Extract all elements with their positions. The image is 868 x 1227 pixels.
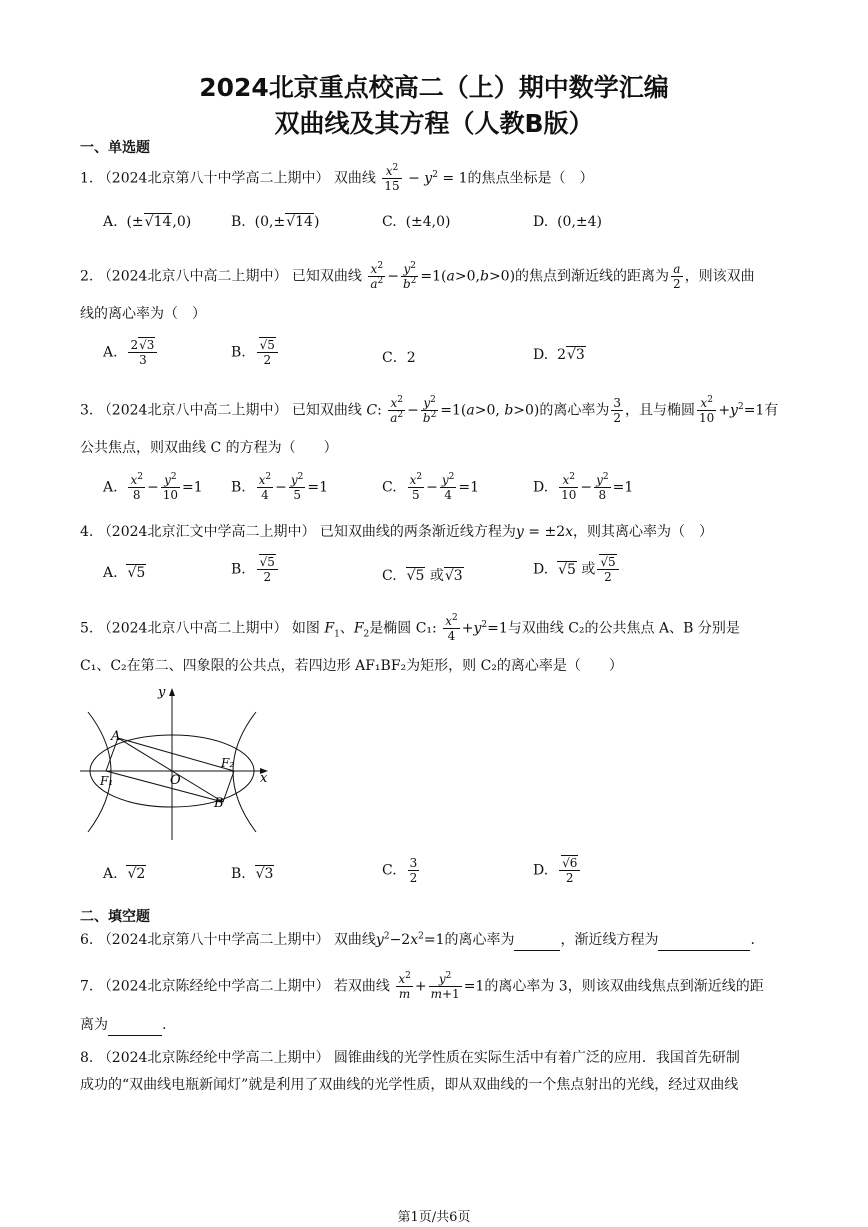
label-y: y (158, 685, 166, 700)
q2-option-a[interactable]: A. $\frac{2√3}{3}$ (103, 338, 159, 367)
hyperbola-right-branch (233, 712, 256, 832)
question-8: 8. （2024北京陈经纶中学高二上期中） 圆锥曲线的光学性质在实际生活中有着广泛的应用．我国首先研制 (80, 1050, 740, 1066)
ellipse-hyperbola-figure (78, 682, 278, 842)
question-5: 5. （2024北京八中高二上期中） 如图 $F_1$、$F_2$是椭圆 C₁: $\frac{x^2}{4}$ $+y^2=1$与双曲线 C₂的公共焦点 A、B 分别是 (80, 613, 740, 643)
q3-option-b[interactable]: B. $\frac{x^2}{4}$ − $\frac{y^2}{5}$ =1 (231, 472, 329, 502)
q4-option-c[interactable]: C. √5 或√3 (382, 568, 463, 584)
question-3-line2: 公共焦点，则双曲线 C 的方程为（ ） (80, 440, 338, 456)
label-o: O (170, 773, 181, 788)
q1-option-d[interactable]: D. (0,±4) (533, 214, 602, 230)
q5-option-c[interactable]: C. $\frac{3}{2}$ (382, 856, 418, 885)
q4-option-b[interactable]: B. $\frac{√5}{2}$ (231, 555, 280, 584)
q2-option-b[interactable]: B. $\frac{√5}{2}$ (231, 338, 280, 367)
q1-option-a[interactable]: A. (±√14,0) (103, 214, 192, 230)
question-6: 6. （2024北京第八十中学高二上期中） 双曲线$y^2-2x^2=1$的离心率为 ，渐近线方程为 . (80, 930, 792, 951)
q5-option-b[interactable]: B. √3 (231, 866, 274, 882)
q4-option-a[interactable]: A. √5 (103, 565, 146, 581)
q1-option-b[interactable]: B. (0,±√14) (231, 214, 320, 230)
label-f1: F₁ (100, 774, 114, 788)
page-footer: 第1页/共6页 (397, 1210, 471, 1225)
label-a: A (111, 729, 121, 744)
q3-option-d[interactable]: D. $\frac{x^2}{10}$ − $\frac{y^2}{8}$ =1 (533, 472, 634, 502)
label-f2: F₂ (221, 756, 235, 770)
label-x: x (260, 771, 268, 786)
q4-option-d[interactable]: D. √5 或 $\frac{√5}{2}$ (533, 555, 621, 584)
question-1: 1. （2024北京第八十中学高二上期中） 双曲线 $\frac{x^2}{15}$ − $y^2 = 1$的焦点坐标是（ ） (80, 163, 594, 193)
q5-option-a[interactable]: A. √2 (103, 866, 146, 882)
label-b: B (214, 796, 224, 811)
q7-blank[interactable] (108, 1015, 162, 1036)
page-title-line2: 双曲线及其方程（人教B版） (274, 109, 594, 138)
hyperbola-left-branch (88, 712, 114, 832)
q2-option-d[interactable]: D. 2√3 (533, 347, 585, 363)
q6-blank-2[interactable] (658, 930, 750, 951)
q2-option-c[interactable]: C．2 (382, 350, 416, 366)
section-heading-fill-in: 二、填空题 (80, 909, 150, 925)
question-3: 3. （2024北京八中高二上期中） 已知双曲线 C: $\frac{x^2}{a^2}$ − $\frac{y^2}{b^2}$ =1(a>0, b>0)的离心率为 $\frac{3}{2}$ ，且与椭圆 $\frac{x^2}{10}$ $+y^2=1$有 (80, 395, 779, 425)
q3-option-a[interactable]: A. $\frac{x^2}{8}$ − $\frac{y^2}{10}$ =1 (103, 472, 203, 502)
diagonal-ab (118, 738, 223, 802)
q5-option-d[interactable]: D. $\frac{√6}{2}$ (533, 856, 582, 885)
q6-blank-1[interactable] (514, 930, 560, 951)
question-7-line2: 离为 . (80, 1015, 792, 1036)
question-8-line2: 成功的“双曲线电瓶新闻灯”就是利用了双曲线的光学性质，即从双曲线的一个焦点射出的光线，经过双曲线 (80, 1077, 739, 1093)
q3-option-c[interactable]: C. $\frac{x^2}{5}$ − $\frac{y^2}{4}$ =1 (382, 472, 479, 502)
page-title-line1: 2024北京重点校高二（上）期中数学汇编 (199, 73, 669, 102)
question-4: 4. （2024北京汇文中学高二上期中） 已知双曲线的两条渐近线方程为y = ±2x，则其离心率为（ ） (80, 524, 714, 540)
q1-option-c[interactable]: C. (±4,0) (382, 214, 451, 230)
y-axis-arrow-icon (169, 688, 175, 696)
section-heading-single-choice: 一、单选题 (80, 140, 150, 156)
question-2: 2. （2024北京八中高二上期中） 已知双曲线 $\frac{x^2}{a^2}$ − $\frac{y^2}{b^2}$ =1(a>0,b>0)的焦点到渐近线的距离为 $\frac{a}{2}$ ，则该双曲 (80, 261, 755, 291)
question-5-line2: C₁、C₂在第二、四象限的公共点，若四边形 AF₁BF₂为矩形，则 C₂的离心率是（ ） (80, 658, 623, 674)
question-2-line2: 线的离心率为（ ） (80, 306, 206, 322)
question-7: 7. （2024北京陈经纶中学高二上期中） 若双曲线 $\frac{x^2}{m}$ + $\frac{y^2}{m+1}$ =1的离心率为 3，则该双曲线焦点到渐近线的距 (80, 971, 764, 1001)
